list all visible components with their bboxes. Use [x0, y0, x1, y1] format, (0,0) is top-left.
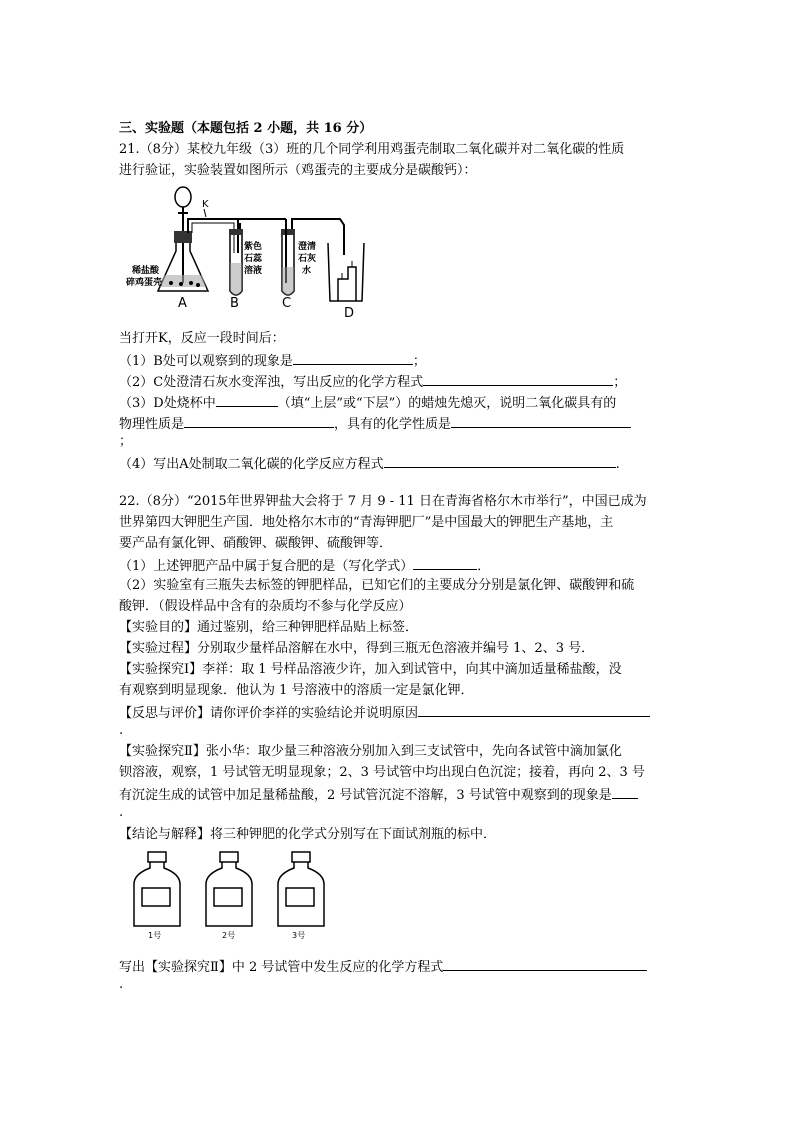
q21-part3-blank-1 — [216, 393, 278, 407]
valve-k-label: K — [202, 199, 209, 210]
label-limewater-2: 石灰 — [298, 254, 317, 264]
q21-part3-blank-2 — [184, 414, 334, 428]
q22-explore2-end: . — [119, 805, 124, 820]
q21-stem-line-2: 进行验证，实验装置如图所示（鸡蛋壳的主要成分是碳酸钙）： — [119, 163, 477, 178]
q21-part2-blank — [423, 372, 613, 386]
q22-final-b: 中 2 号试管中发生反应的化学方程式 — [231, 960, 444, 975]
q22-explore2-line-2: 钡溶液，观察，1 号试管无明显现象；2、3 号试管中均出现白色沉淀；接着，再向 2、3 号 — [119, 765, 645, 780]
q22-part2-line-2: 酸钾．（假设样品中含有的杂质均不参与化学反应） — [119, 599, 412, 614]
q21-apparatus-figure — [126, 183, 386, 323]
label-limewater-1: 澄清 — [298, 242, 317, 252]
label-litmus-3: 溶液 — [244, 266, 263, 276]
q22-part1: （1）上述钾肥产品中属于复合肥的是（写化学式） — [119, 559, 414, 574]
q22-part1-blank — [413, 556, 477, 570]
label-eggshell: 碎鸡蛋壳 — [126, 278, 163, 288]
q21-stem-line-1: 21.（8分）某校九年级（3）班的几个同学利用鸡蛋壳制取二氧化碳并对二氧化碳的性质 — [119, 142, 625, 157]
q22-explore2-tag: 【实验探究Ⅱ】 — [119, 744, 206, 759]
bottle-1 — [134, 852, 180, 940]
label-b: B — [230, 296, 239, 311]
q22-final-end: . — [119, 977, 124, 992]
q22-explore2-blank — [612, 785, 638, 799]
q22-reflect-blank — [418, 703, 650, 717]
q22-purpose-tag: 【实验目的】 — [119, 620, 198, 635]
q21-part1: （1）B处可以观察到的现象是 — [119, 354, 293, 369]
q22-final-tag: 【实验探究Ⅱ】 — [145, 960, 232, 975]
q21-part1-blank — [293, 351, 413, 365]
q22-stem-line-1: 22.（8分）“2015年世界钾盐大会将于 7 月 9 - 11 日在青海省格尔木市举行”，中国已成为 — [119, 494, 647, 509]
q22-explore2-line-1: 张小华：取少量三种溶液分别加入到三支试管中，先向各试管中滴加氯化 — [205, 744, 622, 759]
q22-conclusion: 将三种钾肥的化学式分别写在下面试剂瓶的标中． — [210, 827, 497, 842]
q22-reflect-tag: 【反思与评价】 — [119, 706, 211, 721]
label-c: C — [282, 296, 292, 311]
bottle-2-label: 2号 — [222, 931, 236, 940]
q22-explore1-line-1: 李祥：取 1 号样品溶液少许，加入到试管中，向其中滴加适量稀盐酸，没 — [202, 662, 622, 677]
q22-final-a: 写出 — [119, 960, 146, 975]
label-a: A — [178, 296, 187, 311]
q22-explore1-line-2: 有观察到明显现象．他认为 1 号溶液中的溶质一定是氯化钾． — [119, 683, 474, 698]
label-litmus-1: 紫色 — [244, 242, 263, 252]
q21-part3-end: ； — [119, 434, 133, 449]
q22-process-tag: 【实验过程】 — [119, 641, 198, 656]
bottle-3-label: 3号 — [292, 931, 306, 940]
q22-stem-line-2: 世界第四大钾肥生产国．地处格尔木市的“青海钾肥厂”是中国最大的钾肥生产基地，主 — [119, 515, 614, 530]
q22-reflect: 请你评价李祥的实验结论并说明原因 — [210, 706, 419, 721]
q22-part2-line-1: （2）实验室有三瓶失去标签的钾肥样品，已知它们的主要成分分别是氯化钾、碳酸钾和硫 — [119, 578, 635, 593]
bottle-3 — [278, 852, 324, 940]
q22-reflect-end: . — [119, 723, 124, 738]
q22-stem-line-3: 要产品有氯化钾、硝酸钾、碳酸钾、硫酸钾等． — [119, 536, 393, 551]
q21-intro: 当打开K，反应一段时间后： — [119, 331, 285, 346]
q22-process: 分别取少量样品溶解在水中，得到三瓶无色溶液并编号 1、2、3 号． — [197, 641, 595, 656]
q21-part3-d: ，具有的化学性质是 — [334, 417, 452, 432]
label-d: D — [344, 306, 355, 321]
q21-part3-blank-3 — [451, 414, 631, 428]
q21-part4: （4）写出A处制取二氧化碳的化学反应方程式 — [119, 457, 384, 472]
section-title: 三、实验题（本题包括 2 小题，共 16 分） — [119, 121, 373, 136]
q21-part3-a: （3）D处烧杯中 — [119, 396, 216, 411]
bottle-2 — [206, 852, 252, 940]
reagent-bottles-figure — [128, 850, 348, 940]
q21-part3-c: 物理性质是 — [119, 417, 185, 432]
label-hcl: 稀盐酸 — [132, 266, 160, 276]
q22-final-blank — [443, 957, 647, 971]
q22-conclusion-tag: 【结论与解释】 — [119, 827, 211, 842]
q21-part4-blank — [384, 454, 616, 468]
q21-part1-end: ； — [412, 354, 426, 369]
label-litmus-2: 石蕊 — [244, 254, 263, 264]
label-limewater-3: 水 — [302, 266, 312, 276]
q22-purpose: 通过鉴别，给三种钾肥样品贴上标签． — [197, 620, 419, 635]
q21-part3-b: （填“上层”或“下层”）的蜡烛先熄灭，说明二氧化碳具有的 — [277, 396, 617, 411]
q21-part2: （2）C处澄清石灰水变浑浊，写出反应的化学方程式 — [119, 375, 424, 390]
q21-part4-end: . — [615, 457, 620, 472]
q21-part2-end: ； — [613, 375, 627, 390]
q22-part1-end: ． — [477, 559, 491, 574]
bottle-1-label: 1号 — [148, 931, 162, 940]
q22-explore2-line-3: 有沉淀生成的试管中加足量稀盐酸，2 号试管沉淀不溶解，3 号试管中观察到的现象是 — [119, 788, 612, 803]
q22-explore1-tag: 【实验探究Ⅰ】 — [119, 662, 203, 677]
